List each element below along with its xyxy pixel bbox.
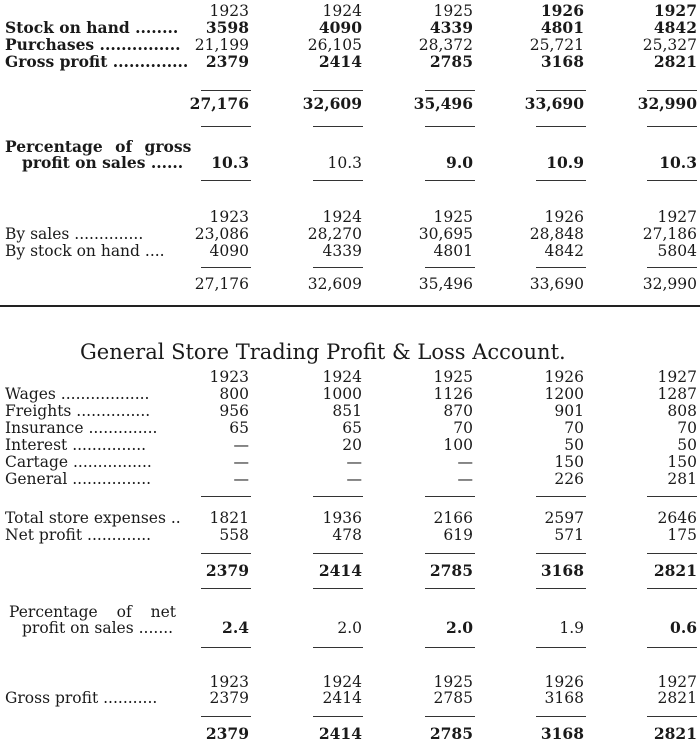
year-1925: 1925 <box>433 208 473 226</box>
total-rule <box>313 716 363 717</box>
row-gross-pct <box>0 155 700 172</box>
total-1927: 2821 <box>653 561 697 580</box>
total-1924: 2414 <box>318 724 362 743</box>
row-label: profit on sales ....... <box>22 619 174 637</box>
year-1923: 1923 <box>209 208 249 226</box>
cell-1927: 808 <box>667 402 697 420</box>
cell-1926: 226 <box>554 470 584 488</box>
row-by-stock-on-hand <box>0 243 700 260</box>
cell-1924: 20 <box>342 436 362 454</box>
cell-1927: 5804 <box>657 242 697 260</box>
cell-1923: 3598 <box>205 18 249 37</box>
cell-1926: 901 <box>554 402 584 420</box>
total-rule <box>201 716 251 717</box>
total-rule <box>536 126 586 127</box>
cell-1926: 4801 <box>540 18 584 37</box>
year-1926: 1926 <box>544 368 584 386</box>
year-1927: 1927 <box>657 208 697 226</box>
total-rule <box>201 588 251 589</box>
cell-1925: 2785 <box>429 52 473 71</box>
row-gross-profit <box>0 54 700 71</box>
total-rule <box>201 126 251 127</box>
pct-rule <box>647 180 697 181</box>
year-1927: 1927 <box>653 1 697 20</box>
cell-1923: 65 <box>229 419 249 437</box>
row-insurance <box>0 420 700 437</box>
total-rule <box>536 553 586 554</box>
total-1927: 2821 <box>653 724 697 743</box>
subtotal-rule <box>536 496 586 497</box>
row-label: Percentage of gross <box>5 137 192 156</box>
total-rule <box>647 267 697 268</box>
total-1924: 32,609 <box>302 94 362 113</box>
pct-rule <box>425 647 475 648</box>
row-label: Gross profit .............. <box>5 52 189 71</box>
pl-year-header <box>0 369 700 386</box>
year-1927: 1927 <box>657 673 697 691</box>
subtotal-rule <box>647 496 697 497</box>
row-total-store-expenses <box>0 510 700 527</box>
cell-1925: 4339 <box>429 18 473 37</box>
total-rule <box>647 716 697 717</box>
subtotal-rule <box>425 496 475 497</box>
row-label: Stock on hand ........ <box>5 18 179 37</box>
total-1925: 2785 <box>429 561 473 580</box>
total-rule <box>425 90 475 91</box>
cell-1926: 3168 <box>540 52 584 71</box>
cell-1924: 28,270 <box>307 225 362 243</box>
cell-1924: 2414 <box>322 689 362 707</box>
cell-1923: 23,086 <box>194 225 249 243</box>
pct-1926: 10.9 <box>546 153 584 172</box>
pct-rule <box>201 647 251 648</box>
total-1926: 3168 <box>540 724 584 743</box>
total-1926: 33,690 <box>529 275 584 293</box>
pct-1923: 10.3 <box>211 153 249 172</box>
total-rule <box>647 553 697 554</box>
year-1924: 1924 <box>322 2 362 20</box>
total-rule <box>425 553 475 554</box>
cell-1923: 800 <box>219 385 249 403</box>
cell-1924: 851 <box>332 402 362 420</box>
total-rule <box>647 588 697 589</box>
year-1927: 1927 <box>657 368 697 386</box>
cell-1923: 4090 <box>209 242 249 260</box>
cell-1925: 619 <box>443 526 473 544</box>
cell-1925: 70 <box>453 419 473 437</box>
year-1924: 1924 <box>322 673 362 691</box>
cell-1926: 28,848 <box>529 225 584 243</box>
cell-1926: 2597 <box>544 509 584 527</box>
cell-1926: 571 <box>554 526 584 544</box>
cell-1923: 2379 <box>205 52 249 71</box>
section-divider <box>0 305 700 307</box>
row-by-sales <box>0 226 700 243</box>
pct-rule <box>425 180 475 181</box>
cell-1925: 100 <box>443 436 473 454</box>
pct-rule <box>536 647 586 648</box>
cell-1924: — <box>346 470 362 488</box>
pct-rule <box>201 180 251 181</box>
cell-1925: 30,695 <box>418 225 473 243</box>
row-cartage <box>0 454 700 471</box>
pct-1927: 0.6 <box>670 618 697 637</box>
year-1926: 1926 <box>540 1 584 20</box>
cell-1926: 1200 <box>544 385 584 403</box>
pct-1926: 1.9 <box>559 619 584 637</box>
pct-1924: 2.0 <box>337 619 362 637</box>
row-label: Net profit ............. <box>5 526 152 544</box>
cell-1927: 27,186 <box>642 225 697 243</box>
cell-1924: — <box>346 453 362 471</box>
cell-1925: 2166 <box>433 509 473 527</box>
total-rule <box>536 267 586 268</box>
cell-1924: 65 <box>342 419 362 437</box>
cell-1923: 956 <box>219 402 249 420</box>
row-label: Insurance .............. <box>5 419 158 437</box>
year-1925: 1925 <box>433 368 473 386</box>
cell-1924: 1000 <box>322 385 362 403</box>
cell-1926: 25,721 <box>529 36 584 54</box>
total-rule <box>201 267 251 268</box>
pl-title: General Store Trading Profit & Loss Account. <box>80 340 566 364</box>
cell-1926: 50 <box>564 436 584 454</box>
total-rule <box>313 588 363 589</box>
year-1926: 1926 <box>544 208 584 226</box>
cell-1927: 25,327 <box>642 36 697 54</box>
cell-1924: 1936 <box>322 509 362 527</box>
total-1926: 3168 <box>540 561 584 580</box>
cell-1923: — <box>233 470 249 488</box>
total-1925: 35,496 <box>418 275 473 293</box>
cell-1927: 281 <box>667 470 697 488</box>
cell-1925: 28,372 <box>418 36 473 54</box>
row-totals <box>0 96 700 113</box>
cell-1924: 4339 <box>322 242 362 260</box>
total-1927: 32,990 <box>637 94 697 113</box>
cell-1926: 4842 <box>544 242 584 260</box>
year-1924: 1924 <box>322 208 362 226</box>
row-label: By sales .............. <box>5 225 144 243</box>
cell-1923: 1821 <box>209 509 249 527</box>
total-rule <box>536 90 586 91</box>
row-freights <box>0 403 700 420</box>
row-label: Percentage of net <box>9 603 177 621</box>
pct-1925: 9.0 <box>446 153 473 172</box>
total-rule <box>201 553 251 554</box>
cell-1923: 2379 <box>209 689 249 707</box>
row-label: Interest ............... <box>5 436 147 454</box>
total-rule <box>313 553 363 554</box>
total-1926: 33,690 <box>524 94 584 113</box>
subtotal-rule <box>201 496 251 497</box>
cell-1927: 175 <box>667 526 697 544</box>
cell-1923: 21,199 <box>194 36 249 54</box>
total-rule <box>647 90 697 91</box>
total-1923: 2379 <box>205 724 249 743</box>
row-net-profit <box>0 527 700 544</box>
row-credit-totals <box>0 276 700 293</box>
cell-1925: — <box>457 470 473 488</box>
row-label: Total store expenses .. <box>5 509 181 527</box>
total-1923: 2379 <box>205 561 249 580</box>
cell-1927: 2821 <box>653 52 697 71</box>
total-rule <box>425 126 475 127</box>
pct-1925: 2.0 <box>446 618 473 637</box>
row-net-pct <box>0 620 700 637</box>
cell-1925: 2785 <box>433 689 473 707</box>
total-rule <box>536 716 586 717</box>
cell-1925: 870 <box>443 402 473 420</box>
cell-1926: 3168 <box>544 689 584 707</box>
row-wages <box>0 386 700 403</box>
cell-1925: 4801 <box>433 242 473 260</box>
total-rule <box>313 90 363 91</box>
year-1925: 1925 <box>433 673 473 691</box>
total-rule <box>201 90 251 91</box>
row-pl-gross-profit <box>0 690 700 707</box>
cell-1927: 4842 <box>653 18 697 37</box>
total-1925: 35,496 <box>413 94 473 113</box>
pct-rule <box>536 180 586 181</box>
row-label: Cartage ................ <box>5 453 152 471</box>
row-label: Freights ............... <box>5 402 151 420</box>
year-1923: 1923 <box>209 673 249 691</box>
year-1925: 1925 <box>433 2 473 20</box>
total-1924: 2414 <box>318 561 362 580</box>
year-1924: 1924 <box>322 368 362 386</box>
cell-1924: 26,105 <box>307 36 362 54</box>
cell-1927: 1287 <box>657 385 697 403</box>
pct-1923: 2.4 <box>222 618 249 637</box>
cell-1927: 70 <box>677 419 697 437</box>
total-rule <box>313 267 363 268</box>
cell-1924: 2414 <box>318 52 362 71</box>
cell-1925: 1126 <box>433 385 473 403</box>
cell-1927: 2821 <box>657 689 697 707</box>
pct-1927: 10.3 <box>659 153 697 172</box>
total-rule <box>647 126 697 127</box>
row-label: Gross profit ........... <box>5 689 158 707</box>
row-label: By stock on hand .... <box>5 242 165 260</box>
total-1925: 2785 <box>429 724 473 743</box>
year-1923: 1923 <box>209 2 249 20</box>
total-rule <box>425 716 475 717</box>
cell-1925: — <box>457 453 473 471</box>
row-pl-credit-totals <box>0 726 700 743</box>
row-label: Wages .................. <box>5 385 150 403</box>
cell-1923: — <box>233 436 249 454</box>
cell-1927: 50 <box>677 436 697 454</box>
cell-1926: 150 <box>554 453 584 471</box>
pct-rule <box>313 647 363 648</box>
total-1923: 27,176 <box>194 275 249 293</box>
row-label: profit on sales ...... <box>22 153 184 172</box>
pct-1924: 10.3 <box>327 154 362 172</box>
subtotal-rule <box>313 496 363 497</box>
cell-1924: 478 <box>332 526 362 544</box>
cell-1927: 2646 <box>657 509 697 527</box>
year-1923: 1923 <box>209 368 249 386</box>
total-rule <box>425 267 475 268</box>
row-pl-totals <box>0 563 700 580</box>
row-general <box>0 471 700 488</box>
total-1924: 32,609 <box>307 275 362 293</box>
total-rule <box>313 126 363 127</box>
total-rule <box>425 588 475 589</box>
cell-1923: — <box>233 453 249 471</box>
row-label: General ................ <box>5 470 152 488</box>
cell-1927: 150 <box>667 453 697 471</box>
cell-1923: 558 <box>219 526 249 544</box>
row-label: Purchases ............... <box>5 35 181 54</box>
year-1926: 1926 <box>544 673 584 691</box>
pct-rule <box>313 180 363 181</box>
total-1927: 32,990 <box>642 275 697 293</box>
trading-credit-year-header <box>0 209 700 226</box>
total-1923: 27,176 <box>189 94 249 113</box>
row-interest <box>0 437 700 454</box>
cell-1926: 70 <box>564 419 584 437</box>
pct-rule <box>647 647 697 648</box>
cell-1924: 4090 <box>318 18 362 37</box>
total-rule <box>536 588 586 589</box>
